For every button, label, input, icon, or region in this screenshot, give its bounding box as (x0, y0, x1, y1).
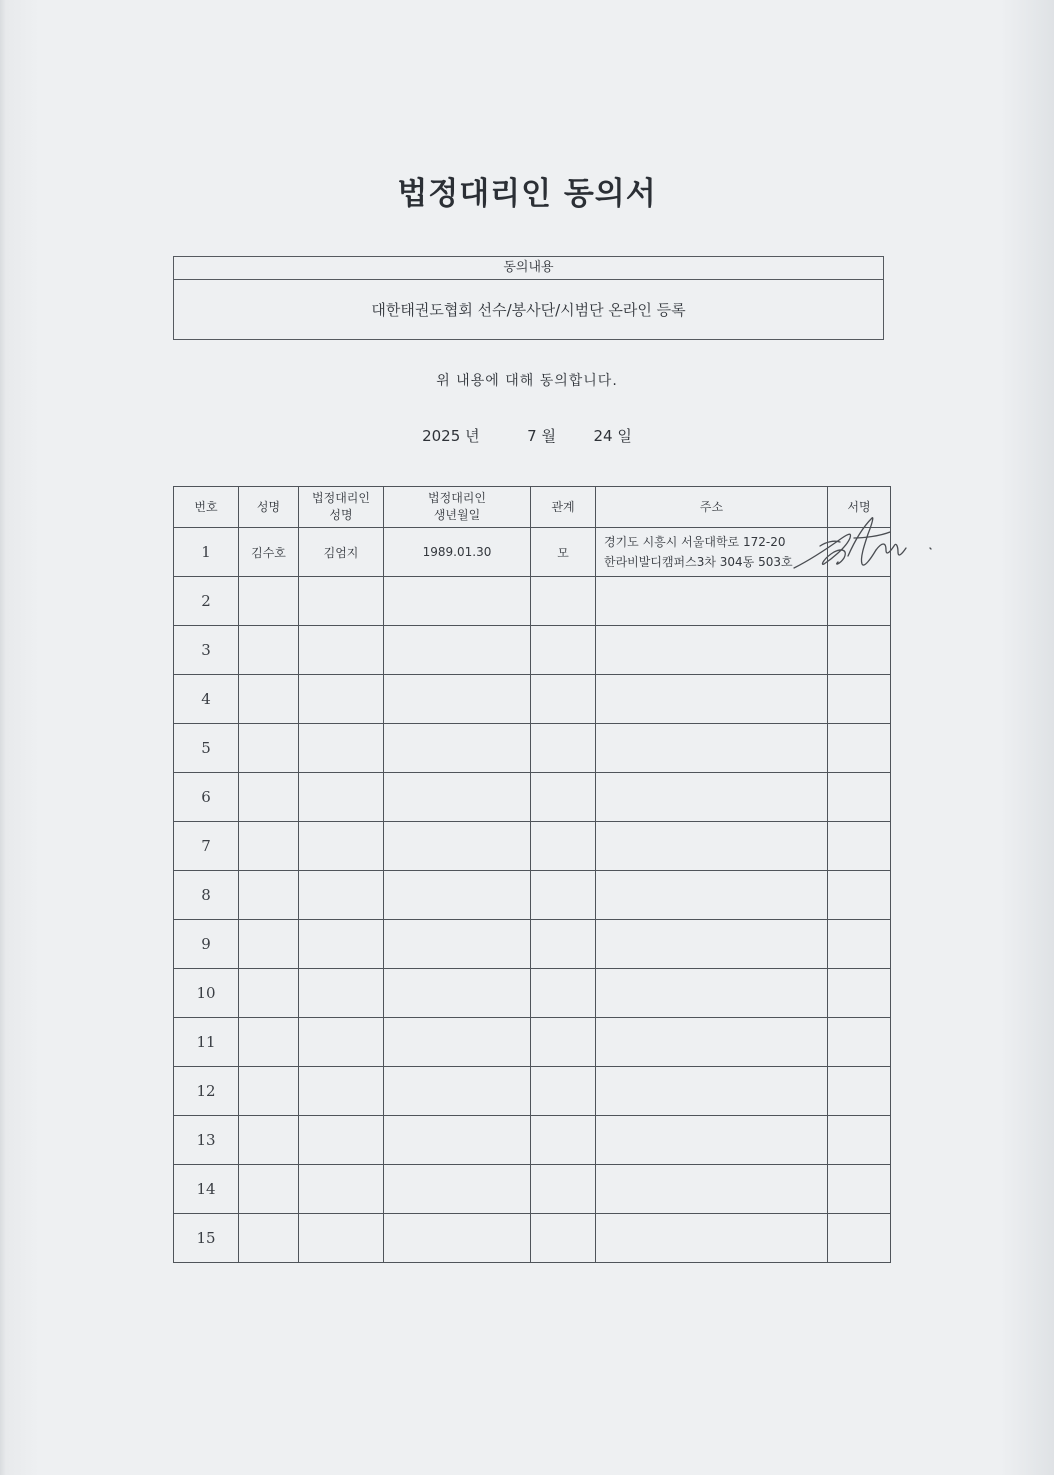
row-name (239, 969, 299, 1018)
row-relation (531, 871, 596, 920)
row-address (596, 1067, 828, 1116)
row-name (239, 577, 299, 626)
row-address (596, 724, 828, 773)
row-name (239, 1214, 299, 1263)
row-address (596, 675, 828, 724)
header-guardian-name-line2: 성명 (329, 508, 353, 522)
table-row (174, 822, 891, 871)
handwritten-signature (790, 508, 940, 580)
row-relation: 모 (531, 528, 596, 577)
row-guardian-birth (384, 1214, 531, 1263)
table-row (174, 920, 891, 969)
row-relation (531, 1214, 596, 1263)
row-guardian-name (299, 1165, 384, 1214)
row-signature (828, 1116, 891, 1165)
row-number: 12 (174, 1067, 239, 1116)
row-relation (531, 1018, 596, 1067)
row-relation (531, 577, 596, 626)
row-name (239, 773, 299, 822)
row-name (239, 724, 299, 773)
header-name: 성명 (239, 487, 299, 528)
row-signature (828, 626, 891, 675)
row-guardian-name (299, 773, 384, 822)
row-guardian-birth (384, 920, 531, 969)
date-year-unit: 년 (465, 427, 480, 445)
row-address (596, 626, 828, 675)
table-row (174, 528, 891, 577)
header-guardian-birth (384, 487, 531, 528)
row-guardian-name (299, 920, 384, 969)
row-guardian-birth (384, 969, 531, 1018)
row-guardian-name (299, 724, 384, 773)
header-guardian-birth-line1: 법정대리인 (428, 491, 486, 505)
row-address (596, 969, 828, 1018)
row-guardian-name (299, 675, 384, 724)
row-signature (828, 969, 891, 1018)
table-row (174, 1214, 891, 1263)
row-number: 3 (174, 626, 239, 675)
row-guardian-name (299, 577, 384, 626)
header-guardian-birth-line2: 생년월일 (433, 508, 481, 522)
table-row (174, 724, 891, 773)
row-address (596, 577, 828, 626)
row-number: 13 (174, 1116, 239, 1165)
table-row (174, 1067, 891, 1116)
date-month: 7 (527, 427, 537, 445)
row-address (596, 871, 828, 920)
row-guardian-name (299, 871, 384, 920)
row-number: 8 (174, 871, 239, 920)
row-relation (531, 724, 596, 773)
row-signature (828, 675, 891, 724)
row-address (596, 822, 828, 871)
table-row (174, 1018, 891, 1067)
row-guardian-birth (384, 1018, 531, 1067)
row-relation (531, 1067, 596, 1116)
row-number: 4 (174, 675, 239, 724)
date-month-unit: 월 (541, 427, 556, 445)
consent-content-box (173, 256, 884, 340)
row-name (239, 1067, 299, 1116)
row-address (596, 773, 828, 822)
row-guardian-birth (384, 1067, 531, 1116)
row-name: 김수호 (239, 528, 299, 577)
consent-date (0, 425, 1054, 446)
table-row (174, 969, 891, 1018)
row-name (239, 675, 299, 724)
row-signature (828, 920, 891, 969)
row-number: 1 (174, 528, 239, 577)
row-relation (531, 626, 596, 675)
row-number: 14 (174, 1165, 239, 1214)
header-guardian-name-line1: 법정대리인 (312, 491, 370, 505)
date-year: 2025 (422, 427, 461, 445)
row-relation (531, 675, 596, 724)
row-relation (531, 1165, 596, 1214)
row-address (596, 1165, 828, 1214)
row-number: 10 (174, 969, 239, 1018)
row-number: 15 (174, 1214, 239, 1263)
row-guardian-name (299, 1067, 384, 1116)
row-name (239, 1018, 299, 1067)
row-number: 7 (174, 822, 239, 871)
row-guardian-name (299, 969, 384, 1018)
row-guardian-birth (384, 773, 531, 822)
date-day-unit: 일 (617, 427, 632, 445)
row-signature (828, 1214, 891, 1263)
row-name (239, 626, 299, 675)
header-relation: 관계 (531, 487, 596, 528)
row-name (239, 822, 299, 871)
header-number: 번호 (174, 487, 239, 528)
row-guardian-name (299, 1116, 384, 1165)
table-row (174, 626, 891, 675)
row-address-line1: 경기도 시흥시 서울대학로 172-20 (604, 535, 786, 549)
row-name (239, 871, 299, 920)
row-relation (531, 773, 596, 822)
row-address (596, 1116, 828, 1165)
row-name (239, 1165, 299, 1214)
row-guardian-birth (384, 1165, 531, 1214)
table-row (174, 1165, 891, 1214)
consent-content-text: 대한태권도협회 선수/봉사단/시범단 온라인 등록 (371, 301, 686, 319)
row-guardian-name (299, 1214, 384, 1263)
table-header-row (174, 487, 891, 528)
row-name (239, 920, 299, 969)
table-body (174, 528, 891, 1263)
row-guardian-birth (384, 724, 531, 773)
row-signature (828, 1067, 891, 1116)
row-guardian-birth (384, 871, 531, 920)
row-guardian-birth: 1989.01.30 (384, 528, 531, 577)
row-signature (828, 1165, 891, 1214)
row-guardian-name (299, 626, 384, 675)
row-signature (828, 773, 891, 822)
table-row (174, 675, 891, 724)
row-number: 11 (174, 1018, 239, 1067)
row-relation (531, 822, 596, 871)
row-number: 6 (174, 773, 239, 822)
row-guardian-name: 김엄지 (299, 528, 384, 577)
row-signature (828, 1018, 891, 1067)
row-guardian-name (299, 1018, 384, 1067)
guardian-consent-table (173, 486, 891, 1263)
table-row (174, 1116, 891, 1165)
agreement-statement: 위 내용에 대해 동의합니다. (436, 373, 618, 389)
row-signature (828, 871, 891, 920)
row-name (239, 1116, 299, 1165)
row-signature (828, 724, 891, 773)
row-number: 2 (174, 577, 239, 626)
row-address (596, 1214, 828, 1263)
header-guardian-name (299, 487, 384, 528)
consent-content-header: 동의내용 (174, 257, 883, 280)
row-guardian-birth (384, 822, 531, 871)
row-number: 9 (174, 920, 239, 969)
row-guardian-birth (384, 1116, 531, 1165)
row-address (596, 920, 828, 969)
row-address (596, 1018, 828, 1067)
row-guardian-name (299, 822, 384, 871)
row-number: 5 (174, 724, 239, 773)
table-row (174, 773, 891, 822)
row-signature (828, 577, 891, 626)
row-relation (531, 969, 596, 1018)
row-relation (531, 920, 596, 969)
table-row (174, 871, 891, 920)
date-day: 24 (593, 427, 613, 445)
row-signature (828, 822, 891, 871)
row-guardian-birth (384, 675, 531, 724)
row-guardian-birth (384, 626, 531, 675)
row-guardian-birth (384, 577, 531, 626)
table-row (174, 577, 891, 626)
header-address: 주소 (596, 487, 828, 528)
document-title: 법정대리인 동의서 (397, 176, 657, 212)
header-signature: 서명 (828, 487, 891, 528)
row-relation (531, 1116, 596, 1165)
row-address-line2: 한라비발디캠퍼스3차 304동 503호 (604, 555, 793, 569)
